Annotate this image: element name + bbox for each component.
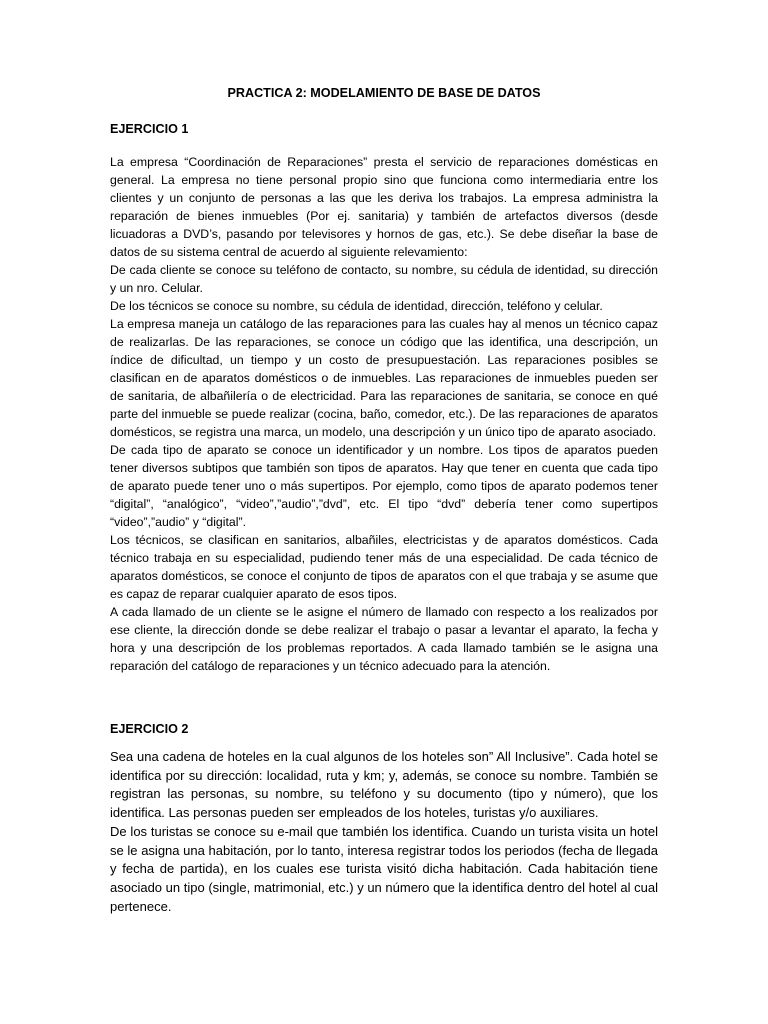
exercise-1-paragraph: A cada llamado de un cliente se le asigne el número de llamado con respecto a los realizados por ese cliente, la dirección donde se debe realizar el trabajo o pasar a levantar el aparato, la fecha y hora y una descripción de los problemas reportados. A cada llamado también se le asigna una reparación del catálogo de reparaciones y un técnico adecuado para la atención. — [110, 605, 658, 673]
exercise-1-heading: EJERCICIO 1 — [110, 122, 189, 136]
exercise-1-paragraph: De cada tipo de aparato se conoce un identificador y un nombre. Los tipos de aparatos pueden tener diversos subtipos que también son tipos de aparatos. Hay que tener en cuenta que cada tipo de aparato puede tener uno o más supertipos. Por ejemplo, como tipos de aparato podemos tener “digital”, “analógico”, “video”,”audio”,”dvd”, etc. El tipo “dvd” debería tener como supertipos “video”,”audio” y “digital”. — [110, 443, 658, 529]
exercise-2-paragraph: Sea una cadena de hoteles en la cual algunos de los hoteles son” All Inclusive”. Cada hotel se identifica por su dirección: localidad, ruta y km; y, además, se conoce su nombre. También se registran las personas, su nombre, su teléfono y su documento (tipo y número), que los identifica. Las personas pueden ser empleados de los hoteles, turistas y/o auxiliares. — [110, 749, 658, 821]
exercise-2-paragraph: De los turistas se conoce su e-mail que también los identifica. Cuando un turista visita un hotel se le asigna una habitación, por lo tanto, interesa registrar todos los periodos (fecha de llegada y fecha de partida), en los cuales ese turista visitó dicha habitación. Cada habitación tiene asociado un tipo (single, matrimonial, etc.) y un número que la identifica dentro del hotel al cual pertenece. — [110, 823, 658, 914]
exercise-2-body — [110, 748, 658, 916]
exercise-1-paragraph: De los técnicos se conoce su nombre, su cédula de identidad, dirección, teléfono y celular. — [110, 299, 603, 313]
exercise-2-heading: EJERCICIO 2 — [110, 722, 189, 736]
exercise-1-paragraph: La empresa “Coordinación de Reparaciones” presta el servicio de reparaciones domésticas en general. La empresa no tiene personal propio sino que funciona como intermediaria entre los clientes y un conjunto de personas a las que les deriva los trabajos. La empresa administra la reparación de bienes inmuebles (Por ej. sanitaria) y también de artefactos diversos (desde licuadoras a DVD’s, pasando por televisores y hornos de gas, etc.). Se debe diseñar la base de datos de su sistema central de acuerdo al siguiente relevamiento: — [110, 155, 658, 259]
exercise-1-paragraph: De cada cliente se conoce su teléfono de contacto, su nombre, su cédula de identidad, su dirección y un nro. Celular. — [110, 263, 658, 295]
exercise-1-paragraph: La empresa maneja un catálogo de las reparaciones para las cuales hay al menos un técnico capaz de realizarlas. De las reparaciones, se conoce un código que las identifica, una descripción, un índice de dificultad, un tiempo y un costo de presupuestación. Las reparaciones posibles se clasifican en de aparatos domésticos o de inmuebles. Las reparaciones de inmuebles pueden ser de sanitaria, de albañilería o de electricidad. Para las reparaciones de sanitaria, se conoce en qué parte del inmueble se puede realizar (cocina, baño, comedor, etc.). De las reparaciones de aparatos domésticos, se registra una marca, un modelo, una descripción y un único tipo de aparato asociado. — [110, 317, 658, 439]
document-title: PRACTICA 2: MODELAMIENTO DE BASE DE DATOS — [227, 86, 541, 100]
exercise-1-body — [110, 153, 658, 675]
exercise-1-paragraph: Los técnicos, se clasifican en sanitarios, albañiles, electricistas y de aparatos domésticos. Cada técnico trabaja en su especialidad, pudiendo tener más de una especialidad. De cada técnico de aparatos domésticos, se conoce el conjunto de tipos de aparatos con el que trabaja y se asume que es capaz de reparar cualquier aparato de esos tipos. — [110, 533, 658, 601]
